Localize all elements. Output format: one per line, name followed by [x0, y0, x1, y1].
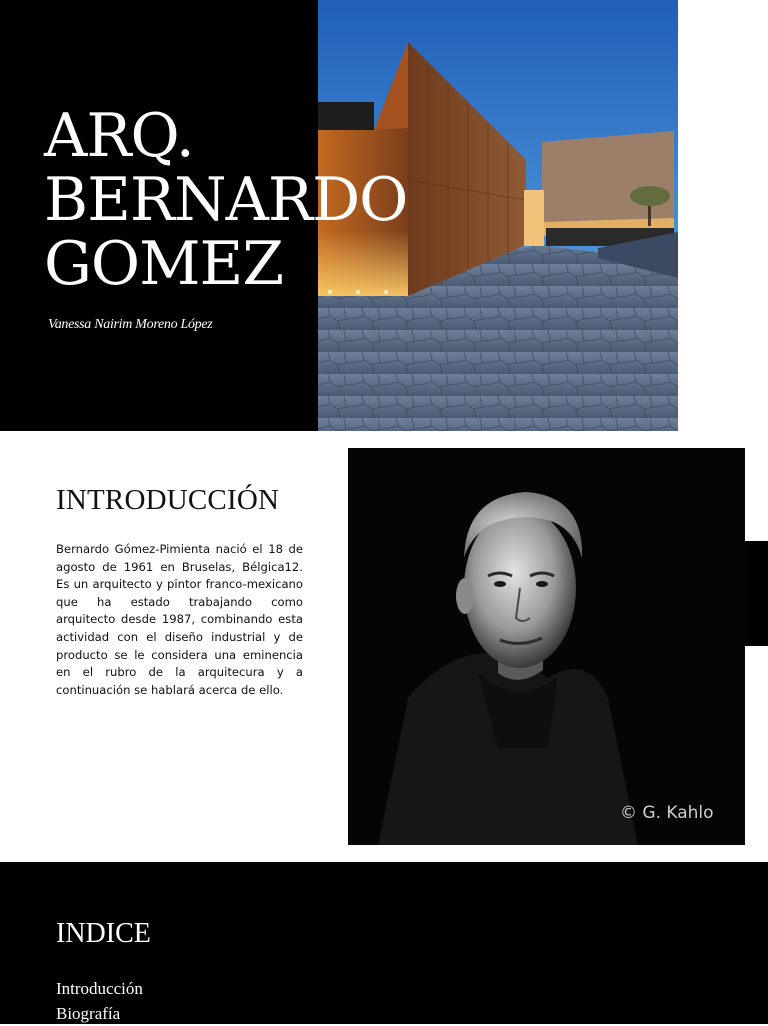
intro-heading: INTRODUCCIÓN: [56, 484, 280, 516]
cover-section: [0, 0, 768, 431]
index-item-biografia[interactable]: Biografía: [56, 1004, 121, 1023]
author-name: Vanessa Nairim Moreno López: [48, 317, 213, 332]
portrait-illustration: [348, 448, 745, 845]
photo-credit: © G. Kahlo: [620, 803, 714, 823]
index-item-introduccion[interactable]: Introducción: [56, 979, 143, 998]
cover-title: [44, 101, 408, 299]
index-list: [56, 976, 143, 1026]
cover-title-line: BERNARDO: [44, 165, 408, 235]
index-section: [0, 862, 768, 1024]
cover-title-line: ARQ.: [44, 101, 194, 171]
intro-paragraph: Bernardo Gómez-Pimienta nació el 18 de agosto de 1961 en Bruselas, Bélgica12. Es un arquitecto y pintor franco-mexicano que ha estado trabajando como arquitecto desde 1987, combinando esta actividad con el diseño industrial y de producto se le considera una eminencia en el rubro de la arquitecura y a continuación se hablará acerca de ello.: [56, 542, 303, 697]
cover-title-line: GOMEZ: [44, 229, 284, 299]
architect-portrait: [348, 448, 745, 845]
index-heading: INDICE: [56, 918, 151, 949]
decorative-side-block: [745, 541, 768, 646]
